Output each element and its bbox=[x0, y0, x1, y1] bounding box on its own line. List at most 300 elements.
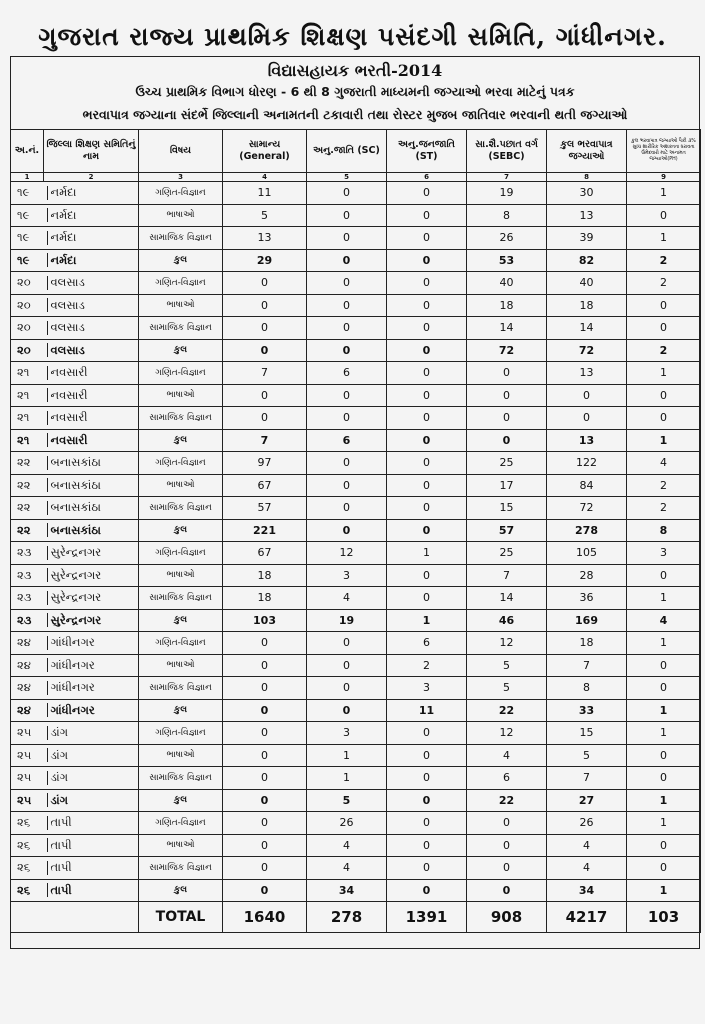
cell-sc: 0 bbox=[307, 294, 387, 317]
cell-st: 2 bbox=[387, 654, 467, 677]
cell-ph: 1 bbox=[627, 812, 701, 835]
cell-sc: 4 bbox=[307, 587, 387, 610]
cell-sr-number: ૨૬ bbox=[11, 812, 44, 835]
cell-general: 0 bbox=[223, 879, 307, 902]
cell-sebc: 57 bbox=[467, 519, 547, 542]
cell-sebc: 22 bbox=[467, 699, 547, 722]
cell-sc: 1 bbox=[307, 744, 387, 767]
column-number: 9 bbox=[627, 173, 701, 182]
cell-sc: 6 bbox=[307, 429, 387, 452]
table-row bbox=[11, 699, 701, 722]
cell-sr-number: ૨૧ bbox=[11, 407, 44, 430]
cell-district: ગાંધીનગર bbox=[44, 632, 139, 655]
cell-sebc: 4 bbox=[467, 744, 547, 767]
cell-sebc: 12 bbox=[467, 722, 547, 745]
table-row bbox=[11, 362, 701, 385]
cell-sebc: 40 bbox=[467, 272, 547, 295]
grand-total-general: 1640 bbox=[223, 902, 307, 933]
cell-st: 1 bbox=[387, 609, 467, 632]
cell-general: 103 bbox=[223, 609, 307, 632]
cell-sr-number: ૨૪ bbox=[11, 654, 44, 677]
cell-blank bbox=[11, 902, 44, 933]
cell-ph: 4 bbox=[627, 452, 701, 475]
cell-general: 57 bbox=[223, 497, 307, 520]
cell-sr-number: ૧૯ bbox=[11, 182, 44, 205]
cell-sr-number: ૨૬ bbox=[11, 879, 44, 902]
cell-district: નર્મદા bbox=[44, 249, 139, 272]
cell-district: ડાંગ bbox=[44, 767, 139, 790]
cell-sebc: 0 bbox=[467, 362, 547, 385]
cell-sc: 5 bbox=[307, 789, 387, 812]
column-number: 6 bbox=[387, 173, 467, 182]
cell-total: 36 bbox=[547, 587, 627, 610]
cell-st: 0 bbox=[387, 564, 467, 587]
table-row bbox=[11, 249, 701, 272]
header-row bbox=[11, 130, 701, 173]
cell-sr-number: ૨૫ bbox=[11, 744, 44, 767]
cell-total: 105 bbox=[547, 542, 627, 565]
cell-district: નર્મદા bbox=[44, 227, 139, 250]
cell-subject: કુલ bbox=[139, 249, 223, 272]
col-header-sebc: સા.શૈ.પછાત વર્ગ (SEBC) bbox=[467, 130, 547, 173]
table-row bbox=[11, 407, 701, 430]
cell-total: 4 bbox=[547, 857, 627, 880]
cell-district: ગાંધીનગર bbox=[44, 677, 139, 700]
cell-general: 97 bbox=[223, 452, 307, 475]
cell-subject: ભાષાઓ bbox=[139, 834, 223, 857]
table-row bbox=[11, 294, 701, 317]
grand-total-body bbox=[11, 902, 701, 933]
grand-total-row bbox=[11, 902, 701, 933]
cell-subject: ગણિત-વિજ્ઞાન bbox=[139, 812, 223, 835]
table-row bbox=[11, 609, 701, 632]
cell-district: તાપી bbox=[44, 834, 139, 857]
cell-ph: 1 bbox=[627, 429, 701, 452]
col-header-sr: અ.નં. bbox=[11, 130, 44, 173]
cell-subject: કુલ bbox=[139, 609, 223, 632]
cell-sc: 0 bbox=[307, 677, 387, 700]
table-row bbox=[11, 497, 701, 520]
table-row bbox=[11, 587, 701, 610]
cell-sr-number: ૨૦ bbox=[11, 317, 44, 340]
cell-sr-number: ૨૪ bbox=[11, 632, 44, 655]
cell-district: નવસારી bbox=[44, 429, 139, 452]
cell-sc: 0 bbox=[307, 632, 387, 655]
cell-subject: ગણિત-વિજ્ઞાન bbox=[139, 362, 223, 385]
cell-subject: ભાષાઓ bbox=[139, 294, 223, 317]
cell-st: 0 bbox=[387, 519, 467, 542]
cell-sc: 4 bbox=[307, 857, 387, 880]
cell-st: 0 bbox=[387, 857, 467, 880]
cell-district: તાપી bbox=[44, 857, 139, 880]
cell-subject: ભાષાઓ bbox=[139, 564, 223, 587]
cell-sc: 0 bbox=[307, 407, 387, 430]
cell-general: 18 bbox=[223, 564, 307, 587]
table-row bbox=[11, 339, 701, 362]
cell-subject: ગણિત-વિજ્ઞાન bbox=[139, 632, 223, 655]
table-row bbox=[11, 744, 701, 767]
cell-sebc: 0 bbox=[467, 812, 547, 835]
cell-st: 0 bbox=[387, 452, 467, 475]
cell-district: સુરેન્દ્રનગર bbox=[44, 587, 139, 610]
cell-st: 0 bbox=[387, 789, 467, 812]
cell-general: 0 bbox=[223, 677, 307, 700]
cell-subject: ગણિત-વિજ્ઞાન bbox=[139, 542, 223, 565]
cell-subject: કુલ bbox=[139, 699, 223, 722]
cell-total: 7 bbox=[547, 654, 627, 677]
cell-ph: 1 bbox=[627, 632, 701, 655]
cell-ph: 0 bbox=[627, 204, 701, 227]
cell-st: 1 bbox=[387, 542, 467, 565]
grand-total-ph: 103 bbox=[627, 902, 701, 933]
cell-general: 7 bbox=[223, 362, 307, 385]
column-number-row bbox=[11, 173, 701, 182]
cell-ph: 0 bbox=[627, 294, 701, 317]
cell-total: 40 bbox=[547, 272, 627, 295]
cell-st: 0 bbox=[387, 879, 467, 902]
cell-total: 27 bbox=[547, 789, 627, 812]
table-row bbox=[11, 474, 701, 497]
cell-subject: કુલ bbox=[139, 519, 223, 542]
cell-total: 34 bbox=[547, 879, 627, 902]
cell-sc: 0 bbox=[307, 497, 387, 520]
cell-subject: કુલ bbox=[139, 789, 223, 812]
cell-district: ગાંધીનગર bbox=[44, 654, 139, 677]
cell-ph: 1 bbox=[627, 227, 701, 250]
cell-sebc: 0 bbox=[467, 879, 547, 902]
cell-sc: 0 bbox=[307, 249, 387, 272]
cell-general: 0 bbox=[223, 272, 307, 295]
cell-district: સુરેન્દ્રનગર bbox=[44, 542, 139, 565]
cell-ph: 0 bbox=[627, 677, 701, 700]
cell-sc: 0 bbox=[307, 317, 387, 340]
cell-general: 5 bbox=[223, 204, 307, 227]
cell-district: નવસારી bbox=[44, 407, 139, 430]
cell-st: 0 bbox=[387, 407, 467, 430]
cell-total: 0 bbox=[547, 384, 627, 407]
cell-sr-number: ૨૦ bbox=[11, 294, 44, 317]
cell-general: 13 bbox=[223, 227, 307, 250]
cell-ph: 8 bbox=[627, 519, 701, 542]
cell-st: 0 bbox=[387, 182, 467, 205]
cell-sr-number: ૨૫ bbox=[11, 767, 44, 790]
table-row bbox=[11, 857, 701, 880]
cell-sr-number: ૨૩ bbox=[11, 609, 44, 632]
cell-subject: ભાષાઓ bbox=[139, 654, 223, 677]
cell-subject: સામાજિક વિજ્ઞાન bbox=[139, 227, 223, 250]
table-row bbox=[11, 519, 701, 542]
cell-sc: 0 bbox=[307, 182, 387, 205]
cell-sebc: 6 bbox=[467, 767, 547, 790]
cell-sr-number: ૧૯ bbox=[11, 204, 44, 227]
cell-sc: 19 bbox=[307, 609, 387, 632]
cell-ph: 1 bbox=[627, 722, 701, 745]
column-number: 4 bbox=[223, 173, 307, 182]
table-row bbox=[11, 789, 701, 812]
cell-total: 4 bbox=[547, 834, 627, 857]
cell-total: 13 bbox=[547, 362, 627, 385]
cell-general: 67 bbox=[223, 542, 307, 565]
cell-sebc: 19 bbox=[467, 182, 547, 205]
cell-total: 278 bbox=[547, 519, 627, 542]
cell-sr-number: ૨૨ bbox=[11, 452, 44, 475]
table-row bbox=[11, 272, 701, 295]
cell-sebc: 0 bbox=[467, 384, 547, 407]
table-row bbox=[11, 564, 701, 587]
cell-district: બનાસકાંઠા bbox=[44, 519, 139, 542]
cell-subject: ગણિત-વિજ્ઞાન bbox=[139, 272, 223, 295]
cell-sc: 0 bbox=[307, 227, 387, 250]
table-row bbox=[11, 677, 701, 700]
cell-total: 169 bbox=[547, 609, 627, 632]
cell-ph: 2 bbox=[627, 474, 701, 497]
cell-sebc: 5 bbox=[467, 654, 547, 677]
cell-sc: 12 bbox=[307, 542, 387, 565]
cell-sc: 3 bbox=[307, 722, 387, 745]
cell-sr-number: ૨૬ bbox=[11, 834, 44, 857]
cell-general: 0 bbox=[223, 339, 307, 362]
cell-ph: 4 bbox=[627, 609, 701, 632]
cell-district: ડાંગ bbox=[44, 722, 139, 745]
cell-ph: 1 bbox=[627, 789, 701, 812]
cell-sr-number: ૨૨ bbox=[11, 519, 44, 542]
cell-subject: ભાષાઓ bbox=[139, 474, 223, 497]
cell-general: 0 bbox=[223, 857, 307, 880]
cell-st: 0 bbox=[387, 294, 467, 317]
cell-st: 0 bbox=[387, 834, 467, 857]
cell-sc: 34 bbox=[307, 879, 387, 902]
cell-sebc: 0 bbox=[467, 407, 547, 430]
cell-sebc: 14 bbox=[467, 587, 547, 610]
cell-general: 0 bbox=[223, 632, 307, 655]
cell-sr-number: ૨૫ bbox=[11, 789, 44, 812]
cell-st: 0 bbox=[387, 587, 467, 610]
cell-subject: કુલ bbox=[139, 879, 223, 902]
cell-general: 29 bbox=[223, 249, 307, 272]
cell-subject: સામાજિક વિજ્ઞાન bbox=[139, 407, 223, 430]
cell-sr-number: ૨૪ bbox=[11, 699, 44, 722]
cell-sr-number: ૨૬ bbox=[11, 857, 44, 880]
cell-district: સુરેન્દ્રનગર bbox=[44, 609, 139, 632]
grand-total-total: 4217 bbox=[547, 902, 627, 933]
cell-sc: 0 bbox=[307, 272, 387, 295]
cell-district: વલસાડ bbox=[44, 317, 139, 340]
cell-total: 30 bbox=[547, 182, 627, 205]
cell-total: 122 bbox=[547, 452, 627, 475]
column-number: 2 bbox=[44, 173, 139, 182]
cell-sc: 0 bbox=[307, 339, 387, 362]
cell-subject: ગણિત-વિજ્ઞાન bbox=[139, 452, 223, 475]
cell-sc: 0 bbox=[307, 474, 387, 497]
cell-district: તાપી bbox=[44, 879, 139, 902]
cell-district: બનાસકાંઠા bbox=[44, 497, 139, 520]
cell-general: 0 bbox=[223, 722, 307, 745]
cell-st: 0 bbox=[387, 429, 467, 452]
column-number: 1 bbox=[11, 173, 44, 182]
cell-total: 28 bbox=[547, 564, 627, 587]
cell-sebc: 72 bbox=[467, 339, 547, 362]
cell-total: 82 bbox=[547, 249, 627, 272]
cell-subject: સામાજિક વિજ્ઞાન bbox=[139, 857, 223, 880]
cell-district: તાપી bbox=[44, 812, 139, 835]
cell-subject: સામાજિક વિજ્ઞાન bbox=[139, 587, 223, 610]
cell-district: નવસારી bbox=[44, 384, 139, 407]
cell-sebc: 53 bbox=[467, 249, 547, 272]
table-row bbox=[11, 654, 701, 677]
cell-sebc: 25 bbox=[467, 452, 547, 475]
cell-sebc: 0 bbox=[467, 857, 547, 880]
cell-sr-number: ૨૪ bbox=[11, 677, 44, 700]
cell-sebc: 0 bbox=[467, 429, 547, 452]
cell-st: 0 bbox=[387, 744, 467, 767]
cell-subject: ભાષાઓ bbox=[139, 384, 223, 407]
cell-general: 18 bbox=[223, 587, 307, 610]
cell-subject: સામાજિક વિજ્ઞાન bbox=[139, 677, 223, 700]
cell-sr-number: ૨૨ bbox=[11, 497, 44, 520]
cell-total: 8 bbox=[547, 677, 627, 700]
grand-total-sebc: 908 bbox=[467, 902, 547, 933]
cell-total: 13 bbox=[547, 204, 627, 227]
cell-sebc: 15 bbox=[467, 497, 547, 520]
cell-st: 0 bbox=[387, 339, 467, 362]
cell-district: નર્મદા bbox=[44, 204, 139, 227]
table-row bbox=[11, 384, 701, 407]
document-subtitle: ઉચ્ચ પ્રાથમિક વિભાગ ધોરણ - 6 થી 8 ગુજરાતી માધ્યમની જગ્યાઓ ભરવા માટેનું પત્રક bbox=[135, 84, 575, 99]
table-row bbox=[11, 182, 701, 205]
cell-sc: 0 bbox=[307, 519, 387, 542]
cell-district: નર્મદા bbox=[44, 182, 139, 205]
cell-total: 7 bbox=[547, 767, 627, 790]
cell-sc: 0 bbox=[307, 654, 387, 677]
cell-subject: ભાષાઓ bbox=[139, 204, 223, 227]
cell-total: 72 bbox=[547, 339, 627, 362]
cell-sr-number: ૨૨ bbox=[11, 474, 44, 497]
table-row bbox=[11, 834, 701, 857]
cell-st: 0 bbox=[387, 767, 467, 790]
cell-general: 0 bbox=[223, 789, 307, 812]
cell-ph: 1 bbox=[627, 362, 701, 385]
cell-sr-number: ૨૩ bbox=[11, 587, 44, 610]
cell-total: 18 bbox=[547, 294, 627, 317]
cell-sc: 26 bbox=[307, 812, 387, 835]
cell-total: 18 bbox=[547, 632, 627, 655]
cell-district: સુરેન્દ્રનગર bbox=[44, 564, 139, 587]
cell-total: 5 bbox=[547, 744, 627, 767]
table-row bbox=[11, 429, 701, 452]
column-number: 3 bbox=[139, 173, 223, 182]
grand-total-sc: 278 bbox=[307, 902, 387, 933]
cell-sebc: 5 bbox=[467, 677, 547, 700]
cell-sebc: 17 bbox=[467, 474, 547, 497]
cell-st: 0 bbox=[387, 474, 467, 497]
cell-general: 0 bbox=[223, 654, 307, 677]
cell-district: નવસારી bbox=[44, 362, 139, 385]
cell-district: વલસાડ bbox=[44, 272, 139, 295]
table-row bbox=[11, 227, 701, 250]
cell-district: બનાસકાંઠા bbox=[44, 474, 139, 497]
cell-ph: 2 bbox=[627, 339, 701, 362]
cell-general: 67 bbox=[223, 474, 307, 497]
cell-total: 33 bbox=[547, 699, 627, 722]
cell-general: 0 bbox=[223, 294, 307, 317]
cell-total: 72 bbox=[547, 497, 627, 520]
cell-sc: 3 bbox=[307, 564, 387, 587]
cell-total: 15 bbox=[547, 722, 627, 745]
cell-sr-number: ૨૧ bbox=[11, 429, 44, 452]
cell-sebc: 18 bbox=[467, 294, 547, 317]
cell-sebc: 14 bbox=[467, 317, 547, 340]
cell-st: 3 bbox=[387, 677, 467, 700]
cell-district: ડાંગ bbox=[44, 744, 139, 767]
cell-sebc: 7 bbox=[467, 564, 547, 587]
cell-ph: 3 bbox=[627, 542, 701, 565]
cell-sebc: 25 bbox=[467, 542, 547, 565]
cell-st: 11 bbox=[387, 699, 467, 722]
table-row bbox=[11, 317, 701, 340]
cell-sc: 4 bbox=[307, 834, 387, 857]
cell-ph: 0 bbox=[627, 317, 701, 340]
table-row bbox=[11, 452, 701, 475]
cell-total: 14 bbox=[547, 317, 627, 340]
table-row bbox=[11, 879, 701, 902]
column-number: 5 bbox=[307, 173, 387, 182]
cell-sc: 0 bbox=[307, 204, 387, 227]
table-row bbox=[11, 812, 701, 835]
cell-st: 0 bbox=[387, 249, 467, 272]
cell-general: 0 bbox=[223, 812, 307, 835]
cell-subject: કુલ bbox=[139, 429, 223, 452]
column-number: 8 bbox=[547, 173, 627, 182]
recruitment-title: વિદ્યાસહાયક ભરતી-2014 bbox=[267, 61, 443, 80]
cell-ph: 0 bbox=[627, 834, 701, 857]
col-header-subject: વિષય bbox=[139, 130, 223, 173]
cell-sr-number: ૨૫ bbox=[11, 722, 44, 745]
cell-total: 0 bbox=[547, 407, 627, 430]
cell-general: 0 bbox=[223, 744, 307, 767]
cell-general: 221 bbox=[223, 519, 307, 542]
col-header-ph: કુલ ભરવાપાત્ર જગ્યાઓ પૈકી ૩% સુધ્ધ શારીરિક અશક્તતા ધરાવતા ઉમેદવારો માટે અનામત જગ્યાઓ(PH) bbox=[627, 130, 701, 173]
cell-sebc: 0 bbox=[467, 834, 547, 857]
cell-sr-number: ૨૩ bbox=[11, 542, 44, 565]
organization-title: ગુજરાત રાજ્ય પ્રાથમિક શિક્ષણ પસંદગી સમિતિ, ગાંધીનગર. bbox=[38, 22, 667, 51]
cell-sr-number: ૧૯ bbox=[11, 227, 44, 250]
cell-subject: ભાષાઓ bbox=[139, 744, 223, 767]
cell-sr-number: ૧૯ bbox=[11, 249, 44, 272]
cell-st: 0 bbox=[387, 317, 467, 340]
cell-ph: 1 bbox=[627, 879, 701, 902]
cell-sr-number: ૨૩ bbox=[11, 564, 44, 587]
cell-ph: 1 bbox=[627, 699, 701, 722]
document-description: ભરવાપાત્ર જગ્યાના સંદર્ભે જિલ્લાની અનામતની ટકાવારી તથા રોસ્ટર મુજબ જાતિવાર ભરવાની થતી જગ્યાઓ bbox=[82, 107, 628, 122]
cell-ph: 0 bbox=[627, 564, 701, 587]
cell-ph: 1 bbox=[627, 182, 701, 205]
cell-general: 0 bbox=[223, 834, 307, 857]
cell-general: 0 bbox=[223, 384, 307, 407]
cell-ph: 0 bbox=[627, 767, 701, 790]
cell-general: 11 bbox=[223, 182, 307, 205]
cell-st: 0 bbox=[387, 384, 467, 407]
cell-ph: 0 bbox=[627, 744, 701, 767]
cell-general: 0 bbox=[223, 699, 307, 722]
cell-st: 0 bbox=[387, 204, 467, 227]
cell-sc: 0 bbox=[307, 384, 387, 407]
table-body bbox=[11, 182, 701, 902]
cell-sc: 0 bbox=[307, 452, 387, 475]
cell-st: 0 bbox=[387, 722, 467, 745]
cell-sc: 1 bbox=[307, 767, 387, 790]
cell-st: 0 bbox=[387, 812, 467, 835]
table-row bbox=[11, 722, 701, 745]
